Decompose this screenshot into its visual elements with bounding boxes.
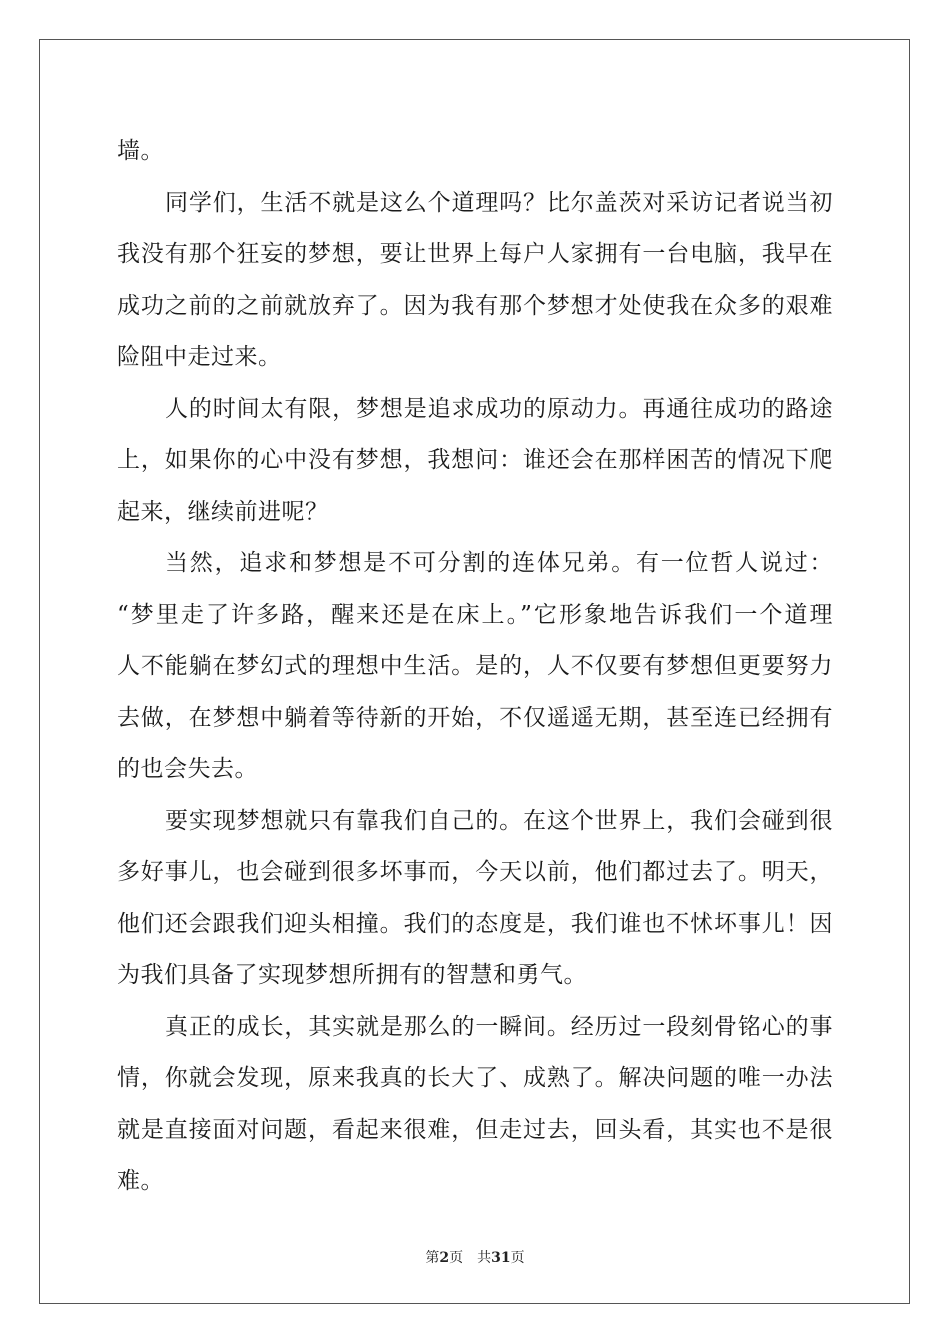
text-line: 为我们具备了实现梦想所拥有的智慧和勇气。 (117, 962, 587, 988)
text-line: 去做，在梦想中躺着等待新的开始，不仅遥遥无期，甚至连已经拥有 (117, 704, 833, 731)
document-body (117, 126, 833, 1208)
text-line: 当然，追求和梦想是不可分割的连体兄弟。有一位哲人说过： (165, 550, 833, 576)
total-prefix: 共 (477, 1250, 492, 1266)
text-line: “梦里走了许多路，醒来还是在床上。”它形象地告诉我们一个道理 (117, 601, 833, 628)
total-pages: 31 (491, 1250, 511, 1266)
text-line: 难。 (117, 1168, 164, 1194)
text-line: 我没有那个狂妄的梦想，要让世界上每户人家拥有一台电脑，我早在 (117, 241, 833, 267)
text-line: 就是直接面对问题，看起来很难，但走过去，回头看，其实也不是很 (117, 1116, 833, 1143)
text-line: 真正的成长，其实就是那么的一瞬间。经历过一段刻骨铭心的事 (165, 1013, 833, 1040)
text-line: 上，如果你的心中没有梦想，我想问：谁还会在那样困苦的情况下爬 (117, 447, 833, 473)
text-line: 人的时间太有限，梦想是追求成功的原动力。再通往成功的路途 (165, 395, 833, 422)
page-number: 2 (439, 1250, 450, 1266)
text-line: 要实现梦想就只有靠我们自己的。在这个世界上，我们会碰到很 (165, 807, 833, 834)
total-suffix: 页 (510, 1250, 525, 1266)
text-line: 的也会失去。 (117, 756, 258, 782)
text-line: 人不能躺在梦幻式的理想中生活。是的，人不仅要有梦想但更要努力 (117, 653, 833, 679)
page-footer (0, 1248, 950, 1268)
page-prefix: 第 (425, 1250, 440, 1266)
text-line: 情，你就会发现，原来我真的长大了、成熟了。解决问题的唯一办法 (117, 1065, 833, 1091)
text-line: 起来，继续前进呢？ (117, 498, 329, 525)
text-line: 成功之前的之前就放弃了。因为我有那个梦想才处使我在众多的艰难 (117, 292, 833, 319)
text-line: 险阻中走过来。 (117, 344, 282, 370)
page-suffix: 页 (449, 1250, 464, 1266)
text-line: 他们还会跟我们迎头相撞。我们的态度是，我们谁也不怵坏事儿！因 (117, 910, 833, 937)
text-line: 墙。 (117, 138, 164, 164)
text-line: 同学们，生活不就是这么个道理吗？比尔盖茨对采访记者说当初 (165, 189, 833, 216)
text-line: 多好事儿，也会碰到很多坏事而，今天以前，他们都过去了。明天， (117, 859, 833, 885)
